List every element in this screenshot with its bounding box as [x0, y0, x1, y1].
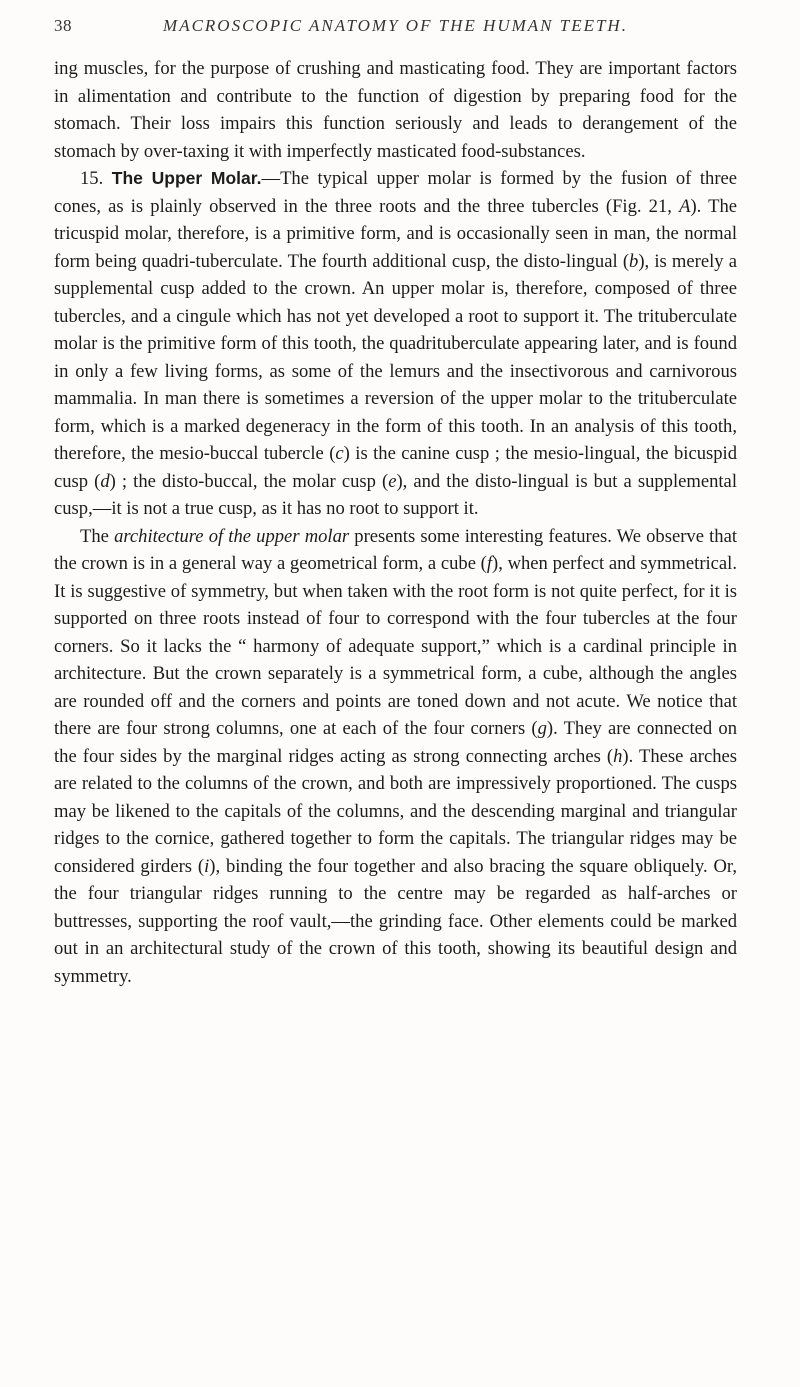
text-run: ). They are connected on the four sides by the marginal ridges acting as strong connecting arches ( — [54, 718, 737, 767]
italic-text: h — [613, 745, 623, 767]
page-number: 38 — [54, 16, 72, 35]
section-heading: The Upper Molar. — [111, 168, 262, 188]
italic-text: b — [629, 250, 639, 272]
text-run: ), binding the four together and also bracing the square obliquely. Or, the four triangular ridges running to the centre may be regarded as half-arches or buttresses, supporting the roof vault,—the grinding face. Other elements could be marked out in an architectural study of the crown of this tooth, showing its beautiful design and symmetry. — [54, 855, 737, 987]
body-text — [54, 55, 737, 990]
italic-text: f — [486, 553, 493, 574]
text-run: ), is merely a supplemental cusp added to the crown. An upper molar is, therefore, composed of three tubercles, and a cingule which has not yet developed a root to support it. The trituberculate molar is the primitive form of this tooth, the quadrituberculate appearing later, and is found in only a few living forms, as some of the lemurs and the insectivorous and carnivorous mammalia. In man there is sometimes a reversion of the upper molar to the trituberculate form, which is a marked degeneracy in the form of this tooth. In an analysis of this tooth, therefore, the mesio-buccal tubercle ( — [54, 250, 737, 464]
italic-text: i — [204, 855, 210, 877]
text-run: The — [80, 525, 115, 547]
text-run: —The typical upper molar is formed by the fusion of three cones, as is plainly observed in the three roots and the three tubercles (Fig. 21, — [54, 168, 738, 217]
italic-text: d — [100, 470, 110, 492]
italic-text: A — [679, 195, 691, 217]
text-run: ). These arches are related to the columns of the crown, and both are impressively proportioned. The cusps may be likened to the capitals of the columns, and the descending marginal and triangular ridges to the cornice, gathered together to form the capitals. The triangular ridges may be considered girders ( — [54, 745, 737, 877]
text-run: ), and the disto-lingual is but a supplemental cusp,—it is not a true cusp, as it has no root to support it. — [54, 470, 737, 519]
text-run: ing muscles, for the purpose of crushing and masticating food. They are important factors in alimentation and contribute to the function of digestion by preparing food for the stomach. Their loss impairs this function seriously and leads to derangement of the stomach by over-taxing it with imperfectly masticated food-substances. — [54, 58, 737, 162]
running-head — [54, 10, 737, 40]
italic-text: architecture of the upper molar — [114, 525, 350, 547]
text-run: presents some interesting features. We observe that the crown is in a general way a geometrical form, a cube ( — [54, 525, 737, 574]
paragraph-upper-molar — [54, 165, 737, 523]
text-run: ), when perfect and symmetrical. It is suggestive of symmetry, but when taken with the root form is not quite perfect, for it is supported on three roots instead of four to correspond with the four tubercles at the four corners. So it lacks the “ harmony of adequate support,” which is a cardinal principle in architecture. But the crown separately is a symmetrical form, a cube, although the angles are rounded off and the corners and points are toned down and not acute. We notice that there are four strong columns, one at each of the four corners ( — [54, 553, 737, 739]
text-run: 15. — [80, 168, 112, 189]
italic-text: e — [388, 470, 397, 492]
paragraph-1 — [54, 55, 737, 165]
italic-text: g — [537, 718, 547, 739]
text-run: ) ; the disto-buccal, the molar cusp ( — [109, 470, 389, 492]
italic-text: c — [335, 443, 344, 464]
text-run: ) is the canine cusp ; the mesio-lingual, the bicuspid cusp ( — [54, 443, 738, 492]
running-title: MACROSCOPIC ANATOMY OF THE HUMAN TEETH. — [163, 16, 628, 35]
paragraph-architecture — [54, 523, 737, 991]
text-run: ). The tricuspid molar, therefore, is a primitive form, and is occasionally seen in man, the normal form being quadri-tuberculate. The fourth additional cusp, the disto-lingual ( — [54, 195, 737, 272]
